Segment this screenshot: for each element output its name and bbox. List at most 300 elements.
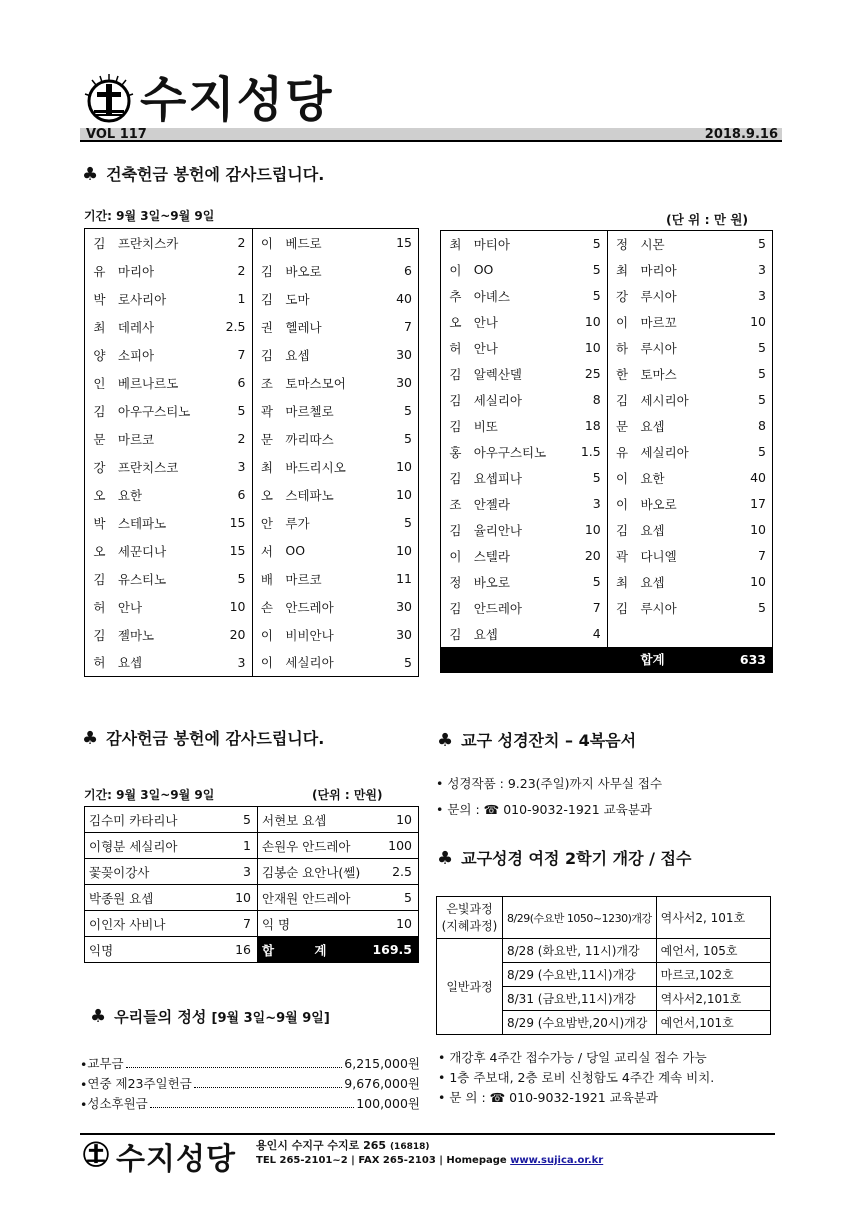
donor-cell: 이 bbox=[449, 548, 462, 564]
donor-cell: 김 bbox=[616, 600, 629, 616]
donor-cell: 안드레아 bbox=[285, 599, 334, 615]
donor-cell: 바드리시오 bbox=[285, 459, 346, 475]
course-place: 예언서,101호 bbox=[656, 1011, 770, 1035]
course-table bbox=[436, 896, 771, 1035]
donor-cell: 1 bbox=[203, 285, 252, 313]
donor-cell: 5 bbox=[404, 431, 412, 446]
table-row bbox=[441, 491, 773, 517]
donor-cell: 10 bbox=[750, 574, 766, 589]
donor-cell: 손 bbox=[260, 599, 273, 615]
sincerity-amount: 9,676,000원 bbox=[344, 1076, 420, 1091]
table-row bbox=[441, 335, 773, 361]
bible-feast-heading: ♣ 교구 성경잔치 – 4복음서 bbox=[437, 730, 637, 751]
donor-cell: 익 명 bbox=[258, 911, 369, 937]
donor-cell: 소피아 bbox=[117, 347, 155, 363]
table-row bbox=[85, 341, 419, 369]
donor-cell: 양 bbox=[93, 347, 106, 363]
donor-cell: 김 bbox=[93, 403, 106, 419]
table-row bbox=[441, 517, 773, 543]
homepage-link[interactable]: www.sujica.or.kr bbox=[510, 1155, 604, 1166]
course-place: 역사서2,101호 bbox=[656, 987, 770, 1011]
donor-cell: 20 bbox=[203, 621, 252, 649]
donor-cell: 김 bbox=[449, 522, 462, 538]
donor-cell: 30 bbox=[396, 347, 412, 362]
donor-cell: 7 bbox=[758, 548, 766, 563]
donor-cell: 박 bbox=[93, 515, 106, 531]
donor-cell: 40 bbox=[396, 291, 412, 306]
donor-cell: 3 bbox=[203, 649, 252, 677]
donor-cell: 오 bbox=[93, 543, 106, 559]
donor-cell: 5 bbox=[203, 565, 252, 593]
donor-cell: 아우구스티노 bbox=[473, 444, 547, 460]
donor-cell: 5 bbox=[559, 283, 607, 309]
donor-cell: 강 bbox=[616, 288, 629, 304]
table-row bbox=[441, 595, 773, 621]
course-time: 8/29 (수요반,11시)개강 bbox=[503, 963, 657, 987]
course2-name: 일반과정 bbox=[437, 939, 503, 1035]
sincerity-amount: 6,215,000원 bbox=[344, 1056, 420, 1071]
donor-cell: 이형분 세실리아 bbox=[85, 833, 218, 859]
donor-cell: 3 bbox=[217, 859, 257, 885]
donor-cell: 요셉피나 bbox=[473, 470, 523, 486]
total-value: 169.5 bbox=[368, 937, 418, 963]
donor-cell: 루시아 bbox=[640, 340, 677, 356]
donor-cell: 요한 bbox=[117, 487, 143, 503]
donor-cell: 5 bbox=[758, 444, 766, 459]
donor-cell: 유 bbox=[93, 263, 106, 279]
course-row bbox=[437, 939, 771, 963]
donor-cell: OO bbox=[285, 543, 306, 558]
table-row bbox=[441, 439, 773, 465]
table-row bbox=[85, 937, 419, 963]
donor-cell: 30 bbox=[396, 599, 412, 614]
donor-cell: 토마스 bbox=[640, 366, 677, 382]
donor-cell: 유 bbox=[616, 444, 629, 460]
donor-cell: 김 bbox=[93, 235, 106, 251]
donor-cell: 허 bbox=[93, 599, 106, 615]
donor-cell: 도마 bbox=[285, 291, 310, 307]
volume-bar bbox=[80, 128, 782, 142]
course-time: 8/31 (금요반,11시)개강 bbox=[503, 987, 657, 1011]
donor-cell: 6 bbox=[404, 263, 412, 278]
donor-cell: 문 bbox=[260, 431, 273, 447]
donor-cell: 이 bbox=[616, 314, 629, 330]
donor-cell: 안젤라 bbox=[473, 496, 510, 512]
donor-cell: 요셉 bbox=[117, 655, 143, 671]
leader-dots bbox=[126, 1067, 343, 1068]
donor-cell: 요셉 bbox=[640, 574, 665, 590]
donor-cell: 11 bbox=[396, 571, 412, 586]
donor-cell: 문 bbox=[93, 431, 106, 447]
donor-cell: 아우구스티노 bbox=[117, 403, 191, 419]
donor-cell: 김 bbox=[449, 418, 462, 434]
sincerity-label: 연중 제23주일헌금 bbox=[87, 1076, 192, 1091]
donor-cell: 1 bbox=[217, 833, 257, 859]
donor-cell: 오 bbox=[449, 314, 462, 330]
donor-cell: 10 bbox=[396, 459, 412, 474]
donor-cell: 다니엘 bbox=[640, 548, 677, 564]
donor-cell: 문 bbox=[616, 418, 629, 434]
table-row bbox=[441, 543, 773, 569]
donor-cell: 40 bbox=[750, 470, 766, 485]
table-row bbox=[441, 387, 773, 413]
donor-cell: 3 bbox=[203, 453, 252, 481]
donor-cell: 홍 bbox=[449, 444, 462, 460]
donor-cell: 인 bbox=[93, 375, 106, 391]
donor-cell: 루시아 bbox=[640, 288, 677, 304]
donor-cell: 김 bbox=[260, 263, 273, 279]
donor-cell: 2.5 bbox=[368, 859, 418, 885]
donor-cell: 5 bbox=[559, 231, 607, 257]
donor-cell: 프란치스코 bbox=[117, 459, 179, 475]
table-row bbox=[85, 621, 419, 649]
donor-cell: 5 bbox=[758, 366, 766, 381]
donor-cell: 요셉 bbox=[473, 626, 498, 642]
course-note bbox=[438, 1088, 714, 1108]
donor-cell: 허 bbox=[93, 655, 106, 671]
donor-cell: 베드로 bbox=[285, 235, 322, 251]
donor-cell: 2 bbox=[203, 229, 252, 257]
donor-cell: 김 bbox=[93, 627, 106, 643]
donor-cell: 10 bbox=[559, 517, 607, 543]
donor-cell: 젤마노 bbox=[117, 627, 155, 643]
building-table-left bbox=[84, 228, 419, 677]
donor-cell: 프란치스카 bbox=[117, 235, 179, 251]
table-row bbox=[85, 911, 419, 937]
table-row bbox=[85, 229, 419, 257]
donor-cell: 세실리아 bbox=[285, 655, 334, 671]
donor-cell: 마티아 bbox=[473, 236, 510, 252]
issue-date: 2018.9.16 bbox=[704, 127, 778, 142]
donor-cell: 박 bbox=[93, 291, 106, 307]
donor-cell: 요셉 bbox=[285, 347, 310, 363]
donor-cell: 15 bbox=[203, 537, 252, 565]
donor-cell: 25 bbox=[559, 361, 607, 387]
donor-cell: 배 bbox=[260, 571, 273, 587]
donor-cell: 10 bbox=[396, 543, 412, 558]
donor-cell: 요한 bbox=[640, 470, 665, 486]
donor-cell: 5 bbox=[559, 465, 607, 491]
donor-cell: 김 bbox=[449, 626, 462, 642]
bible-course-heading: ♣ 교구성경 여정 2학기 개강 / 접수 bbox=[437, 848, 692, 869]
total-label: 합계 bbox=[640, 652, 665, 668]
donor-cell: 한 bbox=[616, 366, 629, 382]
donor-cell: OO bbox=[473, 262, 494, 277]
sincerity-item bbox=[80, 1072, 420, 1092]
building-fund-heading: ♣ 건축헌금 봉헌에 감사드립니다. bbox=[82, 164, 325, 185]
donor-cell: 이 bbox=[616, 496, 629, 512]
donor-cell: 요셉 bbox=[640, 418, 665, 434]
donor-cell: 알렉산델 bbox=[473, 366, 523, 382]
donor-cell: 안나 bbox=[117, 599, 143, 615]
table-row bbox=[441, 361, 773, 387]
leader-dots bbox=[150, 1107, 354, 1108]
table-row bbox=[85, 257, 419, 285]
thanks-table bbox=[84, 806, 419, 963]
table-row bbox=[85, 859, 419, 885]
donor-cell: 5 bbox=[758, 236, 766, 252]
donor-cell: 10 bbox=[368, 807, 418, 833]
donor-cell: 5 bbox=[404, 403, 412, 418]
donor-cell: 율리안나 bbox=[473, 522, 523, 538]
donor-cell: 비비안나 bbox=[285, 627, 334, 643]
donor-cell: 17 bbox=[750, 496, 766, 511]
donor-cell bbox=[724, 621, 773, 647]
donor-cell: 최 bbox=[93, 319, 106, 335]
table-row bbox=[441, 413, 773, 439]
donor-cell: 비또 bbox=[473, 418, 498, 434]
sincerity-item bbox=[80, 1092, 420, 1112]
course-place: 마르코,102호 bbox=[656, 963, 770, 987]
course1-name: 은빛과정 (지혜과정) bbox=[437, 897, 503, 939]
course-note bbox=[438, 1068, 714, 1088]
donor-cell: 김 bbox=[260, 291, 273, 307]
donor-cell: 로사리아 bbox=[117, 291, 167, 307]
donor-cell: 이인자 사비나 bbox=[85, 911, 218, 937]
donor-cell: 루시아 bbox=[640, 600, 677, 616]
course-note-text: 1층 주보대, 2층 로비 신청함도 4주간 계속 비치. bbox=[449, 1070, 715, 1085]
course1-place: 역사서2, 101호 bbox=[656, 897, 770, 939]
church-logo bbox=[82, 72, 136, 126]
donor-cell: 5 bbox=[368, 885, 418, 911]
donor-cell: 10 bbox=[217, 885, 257, 911]
donor-cell: 김 bbox=[93, 571, 106, 587]
thanks-unit: (단위 : 만원) bbox=[312, 788, 383, 802]
table-row bbox=[85, 885, 419, 911]
bullet: • bbox=[80, 1077, 88, 1092]
donor-cell: 5 bbox=[404, 515, 412, 530]
building-unit: (단 위 : 만 원) bbox=[666, 212, 749, 227]
donor-cell: 바오로 bbox=[473, 574, 510, 590]
donor-cell: 스테파노 bbox=[117, 515, 167, 531]
donor-cell: 추 bbox=[449, 288, 462, 304]
course-note-text: 개강후 4주간 접수가능 / 당일 교리실 접수 가능 bbox=[449, 1050, 707, 1065]
table-row bbox=[441, 569, 773, 595]
donor-cell: 안재원 안드레아 bbox=[258, 885, 369, 911]
donor-cell: 100 bbox=[368, 833, 418, 859]
course-time: 8/29 (수요밤반,20시)개강 bbox=[503, 1011, 657, 1035]
course1-time: 8/29(수요반 1050~1230)개강 bbox=[503, 897, 657, 939]
donor-cell: 김 bbox=[449, 470, 462, 486]
masthead-title: 수지성당 bbox=[140, 72, 334, 128]
donor-cell: 하 bbox=[616, 340, 629, 356]
table-row bbox=[85, 593, 419, 621]
donor-cell: 10 bbox=[559, 309, 607, 335]
club-icon: ♣ bbox=[82, 728, 99, 749]
donor-cell: 데레사 bbox=[117, 319, 155, 335]
church-logo-small bbox=[80, 1137, 112, 1169]
bullet: • bbox=[438, 1090, 450, 1105]
bullet: • bbox=[80, 1097, 88, 1112]
bible-feast-line1: • 성경작품 : 9.23(주일)까지 사무실 접수 bbox=[436, 776, 663, 791]
donor-cell: 3 bbox=[758, 288, 766, 303]
donor-cell: 세시리아 bbox=[640, 392, 689, 408]
donor-cell: 정 bbox=[616, 236, 629, 252]
donor-cell: 7 bbox=[217, 911, 257, 937]
thanks-period: 기간: 9월 3일~9월 9일 bbox=[84, 788, 215, 802]
donor-cell: 최 bbox=[449, 236, 462, 252]
donor-cell: 5 bbox=[404, 654, 412, 670]
donor-cell: 스텔라 bbox=[473, 548, 510, 564]
donor-cell: 10 bbox=[750, 314, 766, 329]
donor-cell: 5 bbox=[758, 600, 766, 615]
donor-cell: 서 bbox=[260, 543, 273, 559]
bullet: • bbox=[438, 1050, 450, 1065]
course-note-text: 문 의 : ☎ 010-9032-1921 교육분과 bbox=[449, 1090, 658, 1105]
donor-cell: 이 bbox=[260, 655, 273, 671]
donor-cell: 8 bbox=[758, 418, 766, 433]
donor-cell: 곽 bbox=[260, 403, 273, 419]
donor-cell: 안드레아 bbox=[473, 600, 523, 616]
donor-cell: 루가 bbox=[285, 515, 310, 531]
table-row bbox=[85, 649, 419, 677]
donor-cell: 4 bbox=[559, 621, 607, 647]
donor-cell: 유스티노 bbox=[117, 571, 167, 587]
donor-cell: 6 bbox=[203, 481, 252, 509]
donor-cell: 20 bbox=[559, 543, 607, 569]
donor-cell: 김 bbox=[260, 347, 273, 363]
donor-cell: 강 bbox=[93, 459, 106, 475]
donor-cell: 5 bbox=[758, 392, 766, 407]
donor-cell: 마리아 bbox=[117, 263, 155, 279]
donor-cell: 정 bbox=[449, 574, 462, 590]
sincerity-item bbox=[80, 1052, 420, 1072]
donor-cell: 김 bbox=[449, 392, 462, 408]
donor-cell: 2.5 bbox=[203, 313, 252, 341]
donor-cell: 마리아 bbox=[640, 262, 677, 278]
table-row bbox=[85, 481, 419, 509]
donor-cell: 5 bbox=[559, 569, 607, 595]
donor-cell: 6 bbox=[203, 369, 252, 397]
donor-cell: 이 bbox=[260, 627, 273, 643]
donor-cell: 김 bbox=[616, 522, 629, 538]
donor-cell: 안나 bbox=[473, 340, 498, 356]
table-row bbox=[85, 453, 419, 481]
sincerity-list bbox=[80, 1052, 420, 1112]
table-row bbox=[441, 309, 773, 335]
donor-cell: 안 bbox=[260, 515, 273, 531]
bullet: • bbox=[438, 1070, 450, 1085]
donor-cell: 2 bbox=[203, 257, 252, 285]
donor-cell: 10 bbox=[396, 487, 412, 502]
donor-cell: 꽃꽂이강사 bbox=[85, 859, 218, 885]
donor-cell: 곽 bbox=[616, 548, 629, 564]
table-row bbox=[441, 465, 773, 491]
donor-cell: 안나 bbox=[473, 314, 498, 330]
donor-cell: 세꾼디나 bbox=[117, 543, 167, 559]
donor-cell: 헬레나 bbox=[285, 319, 322, 335]
donor-cell: 조 bbox=[260, 375, 273, 391]
bible-feast-line2: • 문의 : ☎ 010-9032-1921 교육분과 bbox=[436, 802, 652, 817]
donor-cell: 15 bbox=[396, 235, 412, 251]
donor-cell: 손원우 안드레아 bbox=[258, 833, 369, 859]
course-time: 8/28 (화요반, 11시)개강 bbox=[503, 939, 657, 963]
donor-cell: 베르나르도 bbox=[117, 375, 179, 391]
footer-contact: TEL 265-2101~2 | FAX 265-2103 | Homepage www.sujica.or.kr bbox=[256, 1155, 604, 1166]
course-place: 예언서, 105호 bbox=[656, 939, 770, 963]
table-row bbox=[441, 621, 773, 647]
donor-cell: 30 bbox=[396, 627, 412, 642]
course-notes bbox=[438, 1048, 714, 1108]
table-row bbox=[85, 565, 419, 593]
donor-cell: 30 bbox=[396, 375, 412, 390]
donor-cell: 마르첼로 bbox=[285, 403, 334, 419]
donor-cell: 바오로 bbox=[285, 263, 322, 279]
club-icon: ♣ bbox=[90, 1006, 107, 1027]
table-row bbox=[85, 807, 419, 833]
donor-cell: 5 bbox=[217, 807, 257, 833]
donor-cell: 권 bbox=[260, 319, 273, 335]
building-period: 기간: 9월 3일~9월 9일 bbox=[84, 209, 215, 223]
donor-cell: 김수미 카타리나 bbox=[85, 807, 218, 833]
donor-cell: 오 bbox=[93, 487, 106, 503]
total-spacer bbox=[441, 647, 637, 673]
table-row bbox=[85, 285, 419, 313]
table-row bbox=[85, 425, 419, 453]
club-icon: ♣ bbox=[82, 164, 99, 185]
donor-name: 익명 bbox=[85, 937, 218, 963]
bullet: • bbox=[80, 1057, 88, 1072]
donor-cell: 스테파노 bbox=[285, 487, 334, 503]
donor-cell bbox=[607, 621, 636, 647]
donor-cell: 토마스모어 bbox=[285, 375, 346, 391]
total-row bbox=[441, 647, 773, 673]
donor-cell: 허 bbox=[449, 340, 462, 356]
sincerity-label: 교무금 bbox=[87, 1056, 124, 1071]
donor-cell: 최 bbox=[616, 574, 629, 590]
donor-cell: 5 bbox=[758, 340, 766, 355]
club-icon: ♣ bbox=[437, 848, 454, 869]
donor-cell: 김 bbox=[449, 366, 462, 382]
donor-cell: 7 bbox=[203, 341, 252, 369]
donor-cell: 아녜스 bbox=[473, 288, 510, 304]
donor-amount: 16 bbox=[217, 937, 257, 963]
donor-cell: 마르꼬 bbox=[640, 314, 677, 330]
donor-cell: 1.5 bbox=[559, 439, 607, 465]
table-row bbox=[441, 257, 773, 283]
table-row bbox=[85, 369, 419, 397]
donor-cell: 박종원 요셉 bbox=[85, 885, 218, 911]
donor-cell: 3 bbox=[758, 262, 766, 277]
course-note bbox=[438, 1048, 714, 1068]
club-icon: ♣ bbox=[437, 730, 454, 751]
sincerity-label: 성소후원금 bbox=[87, 1096, 148, 1111]
table-row bbox=[85, 397, 419, 425]
donor-cell: 마르코 bbox=[117, 431, 155, 447]
donor-cell: 김 bbox=[449, 600, 462, 616]
donor-cell: 세실리아 bbox=[640, 444, 689, 460]
leader-dots bbox=[194, 1087, 343, 1088]
table-row bbox=[441, 231, 773, 257]
donor-cell: 10 bbox=[203, 593, 252, 621]
sincerity-heading: ♣ 우리들의 정성 [9월 3일~9월 9일] bbox=[90, 1006, 330, 1027]
donor-cell: 5 bbox=[559, 257, 607, 283]
table-row bbox=[85, 833, 419, 859]
total-label: 합 계 bbox=[258, 937, 369, 963]
donor-cell: 이 bbox=[449, 262, 462, 278]
donor-cell: 이 bbox=[616, 470, 629, 486]
donor-cell: 7 bbox=[559, 595, 607, 621]
table-row bbox=[441, 283, 773, 309]
donor-cell: 7 bbox=[404, 319, 412, 334]
sincerity-amount: 100,000원 bbox=[356, 1096, 420, 1111]
donor-cell: 최 bbox=[616, 262, 629, 278]
donor-cell: 10 bbox=[368, 911, 418, 937]
volume-number: VOL 117 bbox=[86, 127, 147, 142]
donor-cell: 요셉 bbox=[640, 522, 665, 538]
donor-cell: 15 bbox=[203, 509, 252, 537]
donor-cell: 조 bbox=[449, 496, 462, 512]
